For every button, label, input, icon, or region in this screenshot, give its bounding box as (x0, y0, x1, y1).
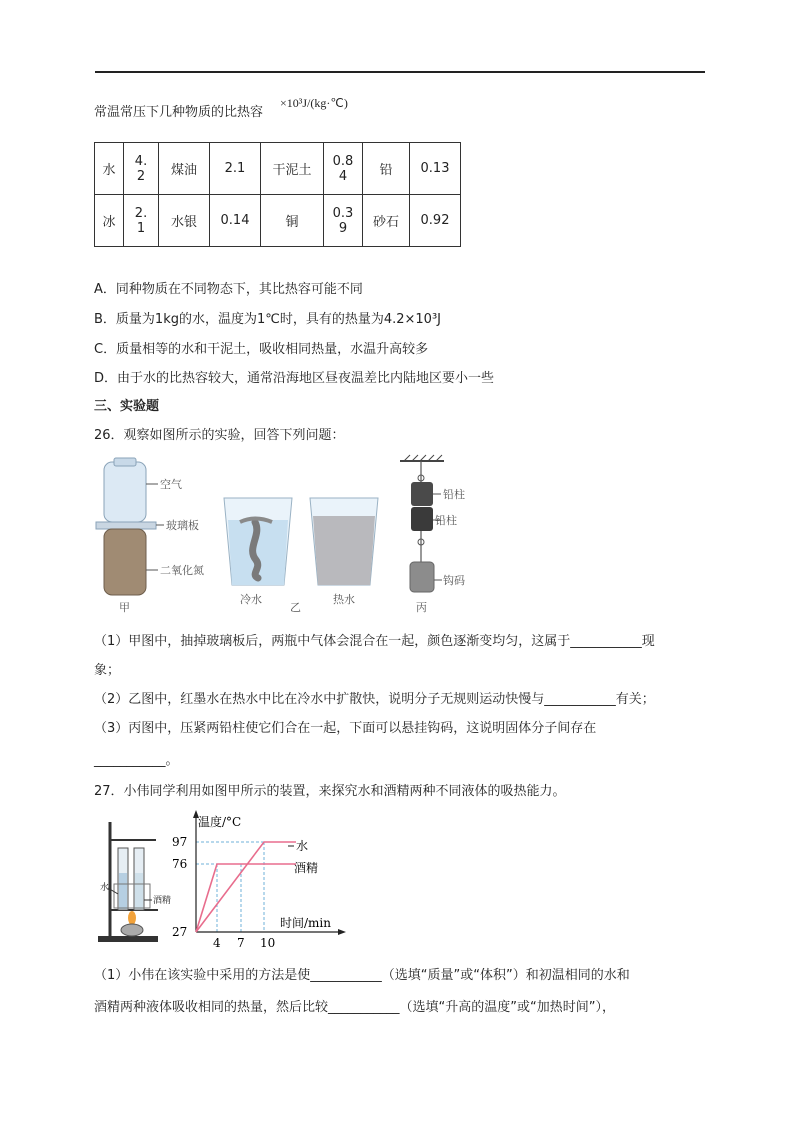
table-cell: 铅 (363, 143, 410, 195)
option-c: C．质量相等的水和干泥土，吸收相同热量，水温升高较多 (94, 342, 429, 357)
label-weight: 钩码 (443, 574, 465, 587)
q26-part3-b: ___________。 (94, 753, 179, 768)
chart-ticks (172, 835, 294, 950)
table-caption: 常温常压下几种物质的比热容 (94, 105, 264, 120)
gas-diffusion-apparatus (96, 458, 164, 595)
table-cell: 0.13 (410, 143, 461, 195)
x-tick-label: 10 (260, 936, 276, 950)
option-b: B．质量为1kg的水，温度为1℃时，具有的热量为4.2×10³J (94, 312, 441, 327)
specific-heat-table (94, 142, 461, 247)
option-a: A．同种物质在不同物态下，其比热容可能不同 (94, 282, 363, 297)
y-tick-label: 97 (172, 835, 188, 849)
x-tick-label: 7 (237, 936, 245, 950)
x-tick-label: 4 (213, 936, 221, 950)
section-title: 三、实验题 (94, 399, 160, 414)
table-cell: 冰 (95, 195, 124, 247)
table-cell: 煤油 (159, 143, 210, 195)
label-air: 空气 (160, 478, 182, 491)
x-axis-arrow (338, 929, 346, 935)
table-cell: 0.92 (410, 195, 461, 247)
q27-stem: 27．小伟同学利用如图甲所示的装置，来探究水和酒精两种不同液体的吸热能力。 (94, 784, 566, 799)
table-row (95, 195, 461, 247)
table-cell: 水 (95, 143, 124, 195)
q26-part1-a: （1）甲图中，抽掉玻璃板后，两瓶中气体会混合在一起，颜色逐渐变均匀，这属于___________现 (94, 634, 655, 649)
y-axis-label: 温度/°C (198, 815, 242, 829)
table-cell: 4. 2 (124, 143, 159, 195)
table-cell: 0.8 4 (324, 143, 363, 195)
table-cell: 0.14 (210, 195, 261, 247)
q26-part1-b: 象； (94, 663, 121, 678)
label-no2: 二氧化氮 (160, 564, 204, 577)
legend-alcohol: 酒精 (294, 861, 319, 875)
hot-water-beaker (310, 498, 378, 585)
q27-part1-a: （1）小伟在该实验中采用的方法是使___________（选填“质量”或“体积”）和初温相同的水和 (94, 968, 630, 983)
table-cell: 2. 1 (124, 195, 159, 247)
label-lead-2: 铅柱 (435, 514, 457, 527)
y-tick-label: 76 (172, 857, 188, 871)
table-row (95, 143, 461, 195)
table-cell: 干泥土 (261, 143, 324, 195)
apparatus-label-water: 水 (100, 883, 110, 893)
label-cold-water: 冷水 (240, 593, 262, 606)
x-axis-label: 时间/min (280, 916, 331, 930)
table-cell: 水银 (159, 195, 210, 247)
q26-part3-a: （3）丙图中，压紧两铅柱使它们合在一起，下面可以悬挂钩码，这说明固体分子间存在 (94, 721, 597, 736)
q26-part2: （2）乙图中，红墨水在热水中比在冷水中扩散快，说明分子无规则运动快慢与___________有关； (94, 692, 655, 707)
q27-part1-b: 酒精两种液体吸收相同的热量，然后比较___________（选填“升高的温度”或“加热时间”）， (94, 1000, 615, 1015)
y-tick-label: 27 (172, 925, 188, 939)
label-lead-1: 铅柱 (443, 488, 465, 501)
apparatus-label-alcohol: 酒精 (153, 896, 172, 906)
header-rule (95, 71, 705, 73)
option-d: D．由于水的比热容较大，通常沿海地区昼夜温差比内陆地区要小一些 (94, 371, 495, 386)
cold-water-beaker (224, 498, 292, 585)
table-unit: ×10³J/(kg·℃) (280, 96, 348, 110)
label-jia: 甲 (119, 601, 130, 614)
table-cell: 铜 (261, 195, 324, 247)
q26-stem: 26．观察如图所示的实验，回答下列问题： (94, 428, 345, 443)
table-cell: 2.1 (210, 143, 261, 195)
label-yi: 乙 (290, 601, 301, 614)
label-bing: 丙 (416, 601, 427, 614)
label-hot-water: 热水 (333, 593, 355, 606)
temperature-time-chart (160, 806, 360, 954)
table-cell: 0.3 9 (324, 195, 363, 247)
table-cell: 砂石 (363, 195, 410, 247)
label-glass-plate: 玻璃板 (166, 519, 199, 532)
legend-water: 水 (296, 839, 309, 853)
lead-cylinder-apparatus (400, 455, 444, 592)
